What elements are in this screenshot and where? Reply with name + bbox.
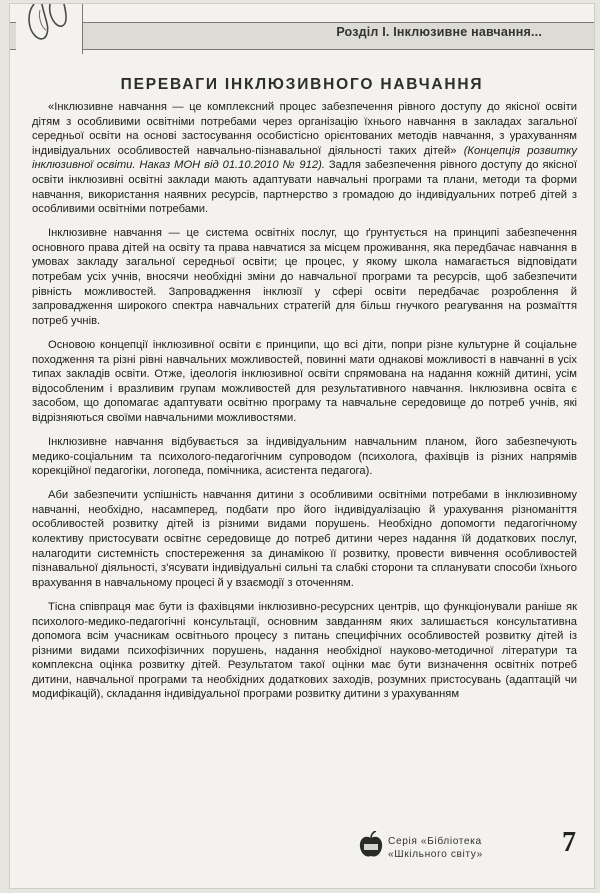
apple-book-logo-icon (358, 831, 384, 864)
series-caption (388, 835, 483, 861)
article-body (32, 100, 577, 712)
paragraph-4: Інклюзивне навчання відбувається за індивідуальним навчальним планом, його забезпечують медико-соціальним та психолого-педагогічним супроводом (психолога, фахівців із різних напрямів корекційної педагогіки, логопеда, помічника, асистента педагога). (32, 435, 577, 478)
paragraph-1 (32, 100, 577, 217)
paragraph-6: Тісна співпраця має бути із фахівцями інклюзивно-ресурсних центрів, що функціонували раніше як психолого-медико-педагогічні консультації, основним завданням яких залишається консультативна допомога всім учасникам освітнього процесу з питань специфічних особливостей розвитку дітей із різними видами психофізичних порушень, надання необхідної науково-методичної літератури та комплексна оцінка розвитку дітей. Результатом такої оцінки має бути визначення освітніх потреб дитини, навчальної програми та необхідних додаткових заходів, розумних пристосувань (адаптацій чи модифікацій), складання індивідуальної програми розвитку дитини з урахуванням (32, 600, 577, 701)
page-number: 7 (562, 827, 576, 858)
corner-logo-icon (16, 4, 82, 54)
corner-logo-graphic (16, 4, 83, 54)
page-footer (350, 827, 576, 867)
paragraph-1-citation: (Концепція розвитку інклюзивної освіти. Наказ МОН від 01.10.2010 № 912). (32, 144, 578, 172)
paragraph-1-tail: Задля забезпечення рівного доступу до якісної освіти інклюзивні освітні заклади мають адаптувати навчальні програми та плани, методи та форми навчання, використання наявних ресурсів, партнерство з громадою до індивідуальних потреб дітей з особливими освітніми потребами. (32, 159, 577, 216)
running-header-title: Розділ І. Інклюзивне навчання... (336, 25, 542, 39)
paragraph-2: Інклюзивне навчання — це система освітніх послуг, що ґрунтується на принципі забезпечення основного права дітей на освіту та права навчатися за місцем проживання, яка передбачає навчання в умовах закладу загальної середньої освіти; це процес, у якому школа намагається відповідати потребам усіх учнів, вносячи необхідні зміни до навчальної програми та ресурсів, щоб забезпечити рівність можливостей. Запровадження інклюзії у сфері освіти передбачає розроблення й запровадження широкого спектра навчальних стратегій для більш гнучкого реагування на розмаїття потреб учнів. (32, 227, 577, 327)
article-heading: ПЕРЕВАГИ ІНКЛЮЗИВНОГО НАВЧАННЯ (120, 76, 484, 93)
series-line-2: «Шкільного світу» (388, 849, 483, 860)
paragraph-3: Основою концепції інклюзивної освіти є принципи, що всі діти, попри різне культурне й соціальне походження та різні рівні навчальних можливостей, повинні мати однакові можливості в навчанні в усіх типах закладів освіти. Отже, ідеологія інклюзивної освіти спрямована на надання кожній дитині, усім відособленим і вразливим групам можливостей для результативного навчання. Інклюзивна освіта є засобом, що допомагає адаптувати освітню програму та навчальне середовище до потреб учнів, які відрізняються своїми навчальними можливостями. (32, 338, 577, 424)
book-page (10, 4, 594, 888)
paragraph-1-quote: «Інклюзивне навчання — це комплексний процес забезпечення рівного доступу до якісної освіти дітям з особливими освітніми потребами через організацію їхнього навчання в закладах загальної середньої освіти на основі застосування особистісно орієнтованих методів навчання, з урахуванням індивідуальних особливостей навчально-пізнавальної діяльності таких дітей» (32, 101, 577, 157)
series-line-1: Серія «Бібліотека (388, 836, 482, 847)
paragraph-5: Аби забезпечити успішність навчання дитини з особливими освітніми потребами в інклюзивному навчанні, необхідно, насамперед, подбати про його індивідуалізацію й урахування різноманіття особливостей розвитку дітей із різними видами порушень. Необхідно допомогти педагогічному колективу пристосувати освітнє середовище до потреб дитини через надання їй додаткових послуг, налагодити системність спостереження за динамікою її розвитку, провести вивчення особливостей пізнавальної діяльності, з'ясувати індивідуальні сильні та слабкі сторони та спланувати способи їхнього врахування в навчальному процесі й у взаємодії з оточенням. (32, 489, 577, 589)
